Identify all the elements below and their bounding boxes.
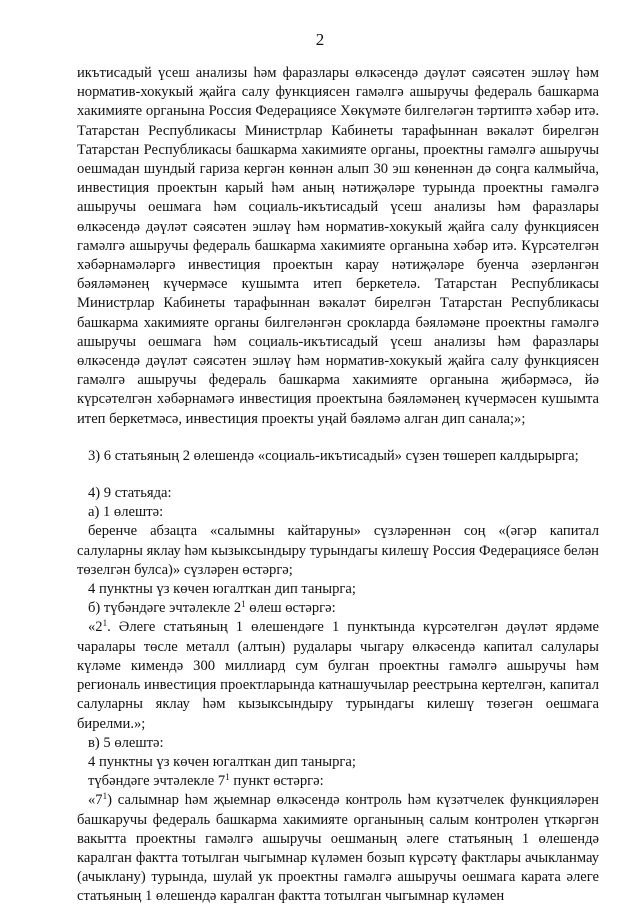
item-4: 4) 9 статьяда: bbox=[88, 485, 172, 502]
item-4a: а) 1 өлештә: bbox=[88, 504, 164, 521]
quote-7-1 bbox=[77, 791, 599, 906]
item-4a-point4: 4 пунктны үз көчен югалткан дип танырга; bbox=[88, 581, 356, 598]
paragraph-continuation: икътисадый үсеш анализы һәм фаразлары өлкәсендә дәүләт сәясәтен эшләү һәм норматив-хокукый җайга салу функциясен гамәлгә ашыручы федераль башкарма хакимияте органына Россия Федерациясе Хөкүмәте билгеләгән тәртиптә хәбәр итә. Татарстан Республикасы Министрлар Кабинеты тарафыннан вәкаләт бирелгән Татарстан Республикасы башкарма хакимияте органы, проектны гамәлгә ашыручы оешмадан шундый гариза кергән көннән алып 30 эш көненнән дә соңга калмыйча, инвестиция проектын карый һәм аның нәтиҗәләре турында проектны гамәлгә ашыручы оешмага һәм социаль-икътисадый үсеш анализы һәм фаразлары өлкәсендә дәүләт сәясәтен эшләү һәм норматив-хокукый җайга салу функциясен гамәлгә ашыручы федераль башкарма хакимияте органына хәбәр итә. Күрсәтелгән хәбәрнамәләргә инвестиция проектын карау нәтиҗәләре буенча әзерләнгән бәяләмәнең күчермәсе кушымта итеп беркетелә. Татарстан Республикасы Министрлар Кабинеты тарафыннан вәкаләт бирелгән Татарстан Республикасы башкарма хакимияте органы билгеләнгән срокларда бәяләмәне проектны гамәлгә ашыручы оешмага һәм социаль-икътисадый үсеш анализы һәм фаразлары өлкәсендә дәүләт сәясәтен эшләү һәм норматив-хокукый җайга салу функциясен гамәлгә ашыручы федераль башкарма хакимияте органына җибәрмәсә, йә күрсәтелгән хәбәрнамәгә инвестиция проектына бәяләмәнең күчермәсен кушымта итеп беркетмәсә, инвестиция проекты уңай бәяләмә алган дип санала;»; bbox=[77, 65, 599, 427]
quote-7-1-post: ) салымнар һәм җыемнар өлкәсендә контроль һәм күзәтчелек функцияләрен башкаручы федераль башкарма хакимияте органының салым контролен үткәргән вакытта проектны гамәлгә ашыручы оешманың әлеге статьяның 1 өлешендә каралган фактта тотылган чыгымнар күләмен бозып күрсәтү фактлары ачыкланмау (ачыклану) турында, шулай ук проектны гамәлгә ашыручы оешмага карата әлеге статьяның 1 өлешендә каралган фактта тотылган чыгымнар күләмен bbox=[77, 792, 599, 905]
spacer bbox=[77, 466, 599, 484]
item-4b-sup: 1 bbox=[241, 599, 246, 610]
quote-2-1-post: . Әлеге статьяның 1 өлешендәге 1 пунктында күрсәтелгән дәүләт ярдәме чаралары төсле металл (алтын) рудалары чыгару өлкәсендә капитал салулары күләме кимендә 300 миллиард сум булган проектны гамәлгә ашыручы һәм региональ инвестиция проектларында катнашучылар реестрына кертелгән, капитал салуларны яклау һәм кызыксындыру турындагы килешү төзегән оешмага бирелми.»; bbox=[77, 619, 599, 732]
quote-2-1 bbox=[77, 618, 599, 733]
item-4a-text: беренче абзацта «салымны кайтаруны» сүзләреннән соң «(әгәр капитал салуларны яклау һәм кызыксындыру турындагы килешү Россия Федерациясе белән төзелгән булса)» сүзләрен өстәргә; bbox=[77, 523, 599, 578]
item-3: 3) 6 статьяның 2 өлешендә «социаль-икътисадый» сүзен төшереп калдырырга; bbox=[88, 447, 579, 464]
spacer bbox=[77, 429, 599, 447]
item-4v-point4: 4 пунктны үз көчен югалткан дип танырга; bbox=[88, 753, 356, 770]
document-body bbox=[77, 64, 599, 907]
item-4b bbox=[77, 599, 599, 618]
item-4b-pre: б) түбәндәге эчтәлекле 2 bbox=[88, 600, 242, 617]
item-4v-add bbox=[77, 772, 599, 791]
item-4v: в) 5 өлештә: bbox=[88, 734, 164, 751]
quote-2-1-sup: 1 bbox=[102, 618, 108, 629]
quote-7-1-pre: «7 bbox=[88, 792, 103, 809]
page-number: 2 bbox=[315, 30, 325, 49]
item-4v-add-sup: 1 bbox=[225, 772, 230, 783]
item-4v-add-pre: түбәндәге эчтәлекле 7 bbox=[88, 773, 226, 790]
quote-2-1-pre: «2 bbox=[88, 619, 103, 636]
item-4b-post: өлеш өстәргә: bbox=[245, 600, 336, 617]
quote-7-1-sup: 1 bbox=[102, 791, 108, 802]
item-4v-add-post: пункт өстәргә: bbox=[229, 773, 324, 790]
